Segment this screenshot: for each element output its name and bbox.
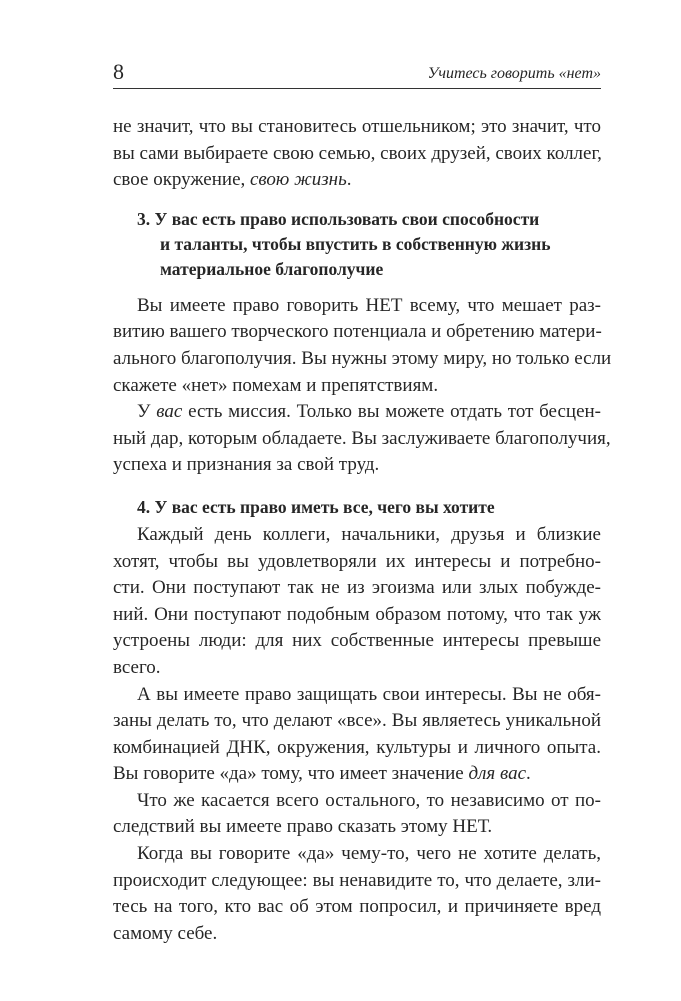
text: самому себе. [113, 922, 218, 944]
text-line [113, 602, 601, 629]
text: вы сами выбираете свою семью, своих друзей, своих коллег, [113, 142, 602, 164]
text: А вы имеете право защищать свои интересы. Вы не обя- [137, 683, 601, 705]
paragraph [113, 841, 601, 947]
section-heading [113, 495, 601, 520]
text: Вы имеете право говорить НЕТ всему, что мешает раз- [137, 294, 601, 316]
italic-text: для вас [468, 763, 527, 785]
text-line [113, 257, 601, 282]
text-line [113, 628, 601, 655]
text: 4. У вас есть право иметь все, чего вы хотите [137, 496, 495, 517]
text: хотят, чтобы вы удовлетворяли их интересы и потребно- [113, 550, 601, 572]
paragraph [113, 788, 601, 841]
text-line [113, 319, 601, 346]
text: ний. Они поступают подобным образом потому, что так уж [113, 603, 601, 625]
text: сти. Они поступают так не из эгоизма или злых побужде- [113, 577, 601, 599]
text-line [113, 549, 601, 576]
text: ального благополучия. Вы нужны этому миру, но только если [113, 347, 612, 369]
text-line [113, 708, 601, 735]
text: Что же касается всего остального, то независимо от по- [137, 789, 601, 811]
text-line [113, 761, 601, 788]
paragraph [113, 293, 612, 399]
text-line [113, 426, 611, 453]
text: тесь на того, кто вас об этом попросил, и причиняете вред [113, 896, 601, 918]
paragraph [113, 682, 601, 788]
text-line [113, 814, 601, 841]
text-line [113, 522, 601, 549]
text-line [113, 399, 601, 426]
text-line [113, 167, 601, 194]
text-line [113, 682, 601, 709]
text-line [113, 293, 601, 320]
paragraph [113, 522, 601, 682]
text: Каждый день коллеги, начальники, друзья и близкие [137, 523, 601, 545]
text: ный дар, которым обладаете. Вы заслуживаете благополучия, [113, 427, 611, 449]
text-line [113, 868, 601, 895]
text-line [113, 575, 601, 602]
text: . [346, 169, 352, 191]
text-line [113, 735, 601, 762]
page-body [113, 114, 612, 947]
text: заны делать то, что делают «все». Вы являетесь уникальной [113, 710, 601, 732]
text: комбинацией ДНК, окружения, культуры и личного опыта. [113, 736, 601, 758]
text-line [113, 788, 601, 815]
text: устроены люди: для них собственные интересы превыше [113, 630, 601, 652]
text-line [113, 114, 601, 141]
text: не значит, что вы становитесь отшельником; это значит, что [113, 116, 601, 137]
paragraph [113, 114, 601, 194]
text: У [137, 401, 157, 423]
text: следствий вы имеете право сказать этому НЕТ. [113, 816, 493, 838]
text: есть миссия. Только вы можете отдать тот бесцен- [182, 401, 601, 423]
text: Вы говорите «да» тому, что имеет значение [113, 763, 469, 785]
text-line [113, 232, 601, 257]
text-line [113, 141, 601, 168]
text: . [526, 763, 531, 785]
text: материальное благополучие [160, 258, 384, 279]
section-heading [113, 207, 601, 282]
text-line [113, 452, 601, 479]
text-line [113, 373, 601, 400]
page-number: 8 [113, 59, 124, 84]
text: всего. [113, 656, 161, 678]
text: 3. У вас есть право использовать свои способности [137, 208, 540, 229]
text-line [113, 207, 601, 232]
text: Когда вы говорите «да» чему-то, чего не хотите делать, [137, 843, 601, 865]
paragraph [113, 399, 611, 479]
text: скажете «нет» помехам и препятствиям. [113, 374, 439, 396]
text: происходит следующее: вы ненавидите то, что делаете, зли- [113, 869, 601, 891]
text-line [113, 894, 601, 921]
italic-text: вас [156, 401, 183, 423]
text-line [113, 841, 601, 868]
italic-text: свою жизнь [250, 169, 347, 191]
running-title: Учитесь говорить «нет» [427, 65, 601, 82]
text: успеха и признания за свой труд. [113, 454, 380, 476]
text-line [113, 655, 601, 682]
text: свое окружение, [113, 169, 250, 191]
text: и таланты, чтобы впустить в собственную жизнь [160, 233, 551, 254]
text-line [113, 921, 601, 948]
text-line [113, 346, 612, 373]
page-header [113, 58, 601, 89]
text-line [113, 495, 601, 520]
text: витию вашего творческого потенциала и обретению матери- [113, 321, 602, 343]
